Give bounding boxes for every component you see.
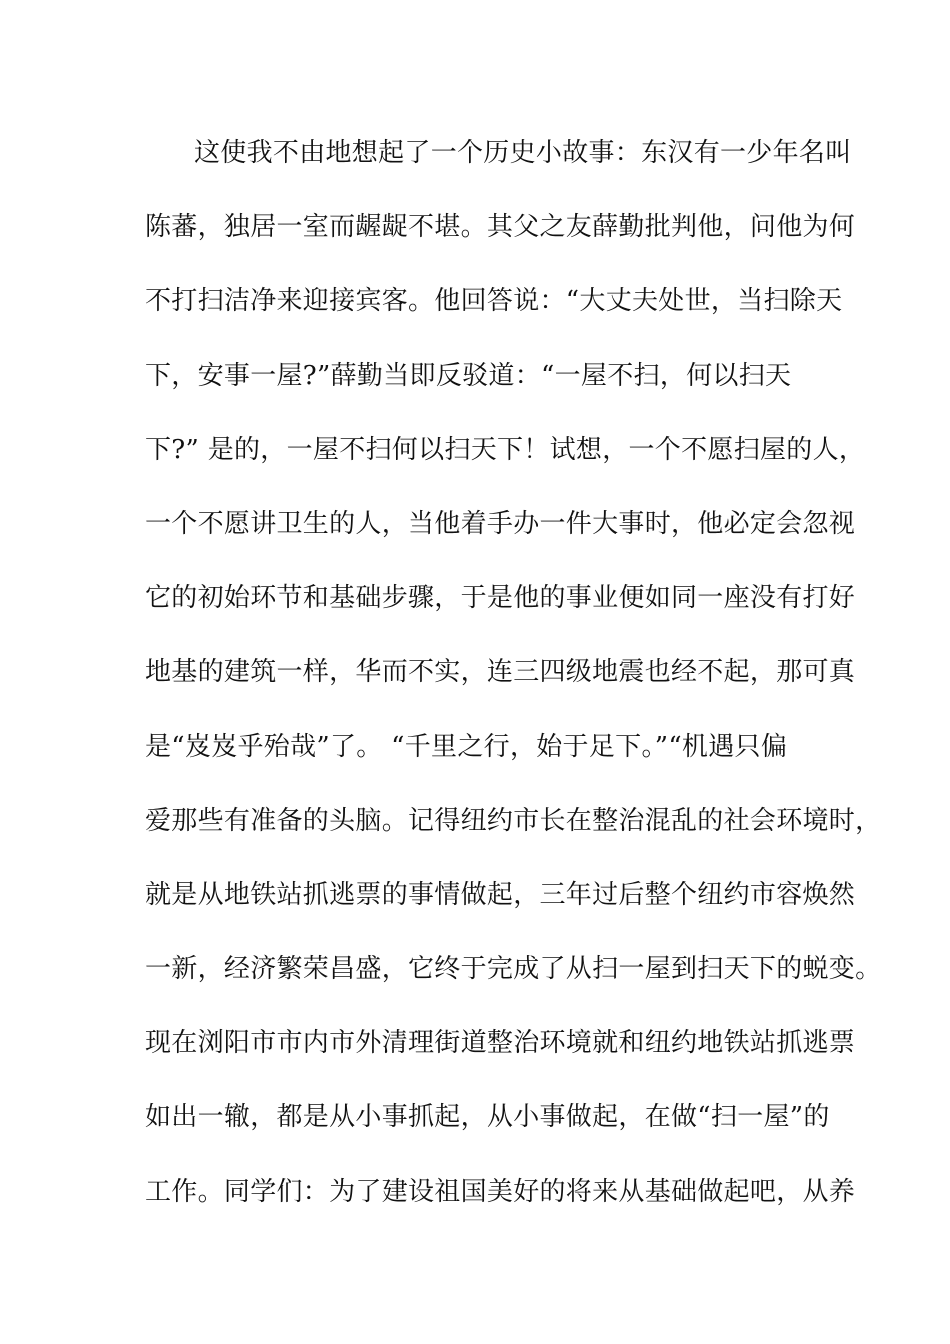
paragraph-line-4: 下，安事一屋?”薛勤当即反驳道：“一屋不扫，何以扫天: [145, 360, 792, 391]
paragraph-line-5: 下?” 是的，一屋不扫何以扫天下！试想，一个不愿扫屋的人，: [145, 434, 866, 465]
paragraph-line-2: 陈蕃，独居一室而龌龊不堪。其父之友薛勤批判他，问他为何: [145, 212, 856, 243]
paragraph-line-14: 如出一辙，都是从小事抓起，从小事做起，在做“扫一屋”的: [145, 1102, 830, 1133]
paragraph-line-15: 工作。同学们：为了建设祖国美好的将来从基础做起吧，从养: [145, 1176, 856, 1207]
paragraph-line-11: 就是从地铁站抓逃票的事情做起，三年过后整个纽约市容焕然: [145, 879, 856, 910]
paragraph-line-7: 它的初始环节和基础步骤，于是他的事业便如同一座没有打好: [145, 583, 856, 614]
paragraph-line-13: 现在浏阳市市内市外清理街道整治环境就和纽约地铁站抓逃票: [145, 1028, 856, 1059]
paragraph-line-3: 不打扫洁净来迎接宾客。他回答说：“大丈夫处世，当扫除天: [145, 286, 843, 317]
paragraph-line-1: 这使我不由地想起了一个历史小故事：东汉有一少年名叫: [194, 138, 852, 168]
paragraph-line-10: 爱那些有准备的头脑。记得纽约市长在整治混乱的社会环境时，: [145, 805, 882, 836]
body-paragraph: [145, 133, 882, 1246]
paragraph-line-8: 地基的建筑一样，华而不实，连三四级地震也经不起，那可真: [145, 657, 856, 688]
paragraph-line-12: 一新，经济繁荣昌盛，它终于完成了从扫一屋到扫天下的蜕变。: [145, 954, 882, 985]
paragraph-line-6: 一个不愿讲卫生的人，当他着手办一件大事时，他必定会忽视: [145, 508, 856, 539]
paragraph-line-9: 是“岌岌乎殆哉”了。 “千里之行，始于足下。”“机遇只偏: [145, 731, 788, 762]
